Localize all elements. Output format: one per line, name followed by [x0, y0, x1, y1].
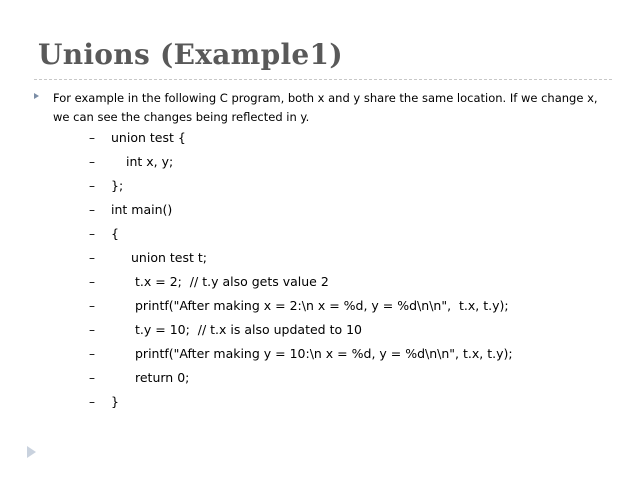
code-line-text: union test { — [111, 130, 186, 145]
dash-bullet: – — [89, 251, 95, 265]
code-line-text: union test t; — [131, 250, 207, 265]
dash-bullet: – — [89, 347, 95, 361]
code-line-text: return 0; — [135, 370, 190, 385]
code-line-text: t.y = 10; // t.x is also updated to 10 — [135, 322, 363, 337]
dash-bullet: – — [89, 395, 95, 409]
triangle-bullet-icon — [34, 93, 39, 99]
code-line-text: printf("After making y = 10:\n x = %d, y = %d\n\n", t.x, t.y); — [135, 346, 513, 361]
dash-bullet: – — [89, 323, 95, 337]
code-line-text: { — [111, 226, 119, 241]
code-line-text: int main() — [111, 202, 173, 217]
dash-bullet: – — [89, 203, 95, 217]
intro-paragraph: For example in the following C program, both x and y share the same location. If we change x, we can see the changes being reflected in y. — [53, 91, 598, 124]
code-line-text: printf("After making x = 2:\n x = %d, y = %d\n\n", t.x, t.y); — [135, 298, 509, 313]
code-line-text: }; — [111, 178, 124, 193]
code-line-text: t.x = 2; // t.y also gets value 2 — [135, 274, 329, 289]
next-slide-arrow-icon[interactable] — [27, 446, 36, 458]
dash-bullet: – — [89, 131, 95, 145]
dash-bullet: – — [89, 155, 95, 169]
dash-bullet: – — [89, 227, 95, 241]
dash-bullet: – — [89, 299, 95, 313]
dash-bullet: – — [89, 179, 95, 193]
dash-bullet: – — [89, 275, 95, 289]
slide-title: Unions (Example1) — [38, 38, 343, 71]
dash-bullet: – — [89, 371, 95, 385]
title-divider — [34, 79, 612, 80]
code-line-text: int x, y; — [126, 154, 174, 169]
code-line-text: } — [111, 394, 119, 409]
